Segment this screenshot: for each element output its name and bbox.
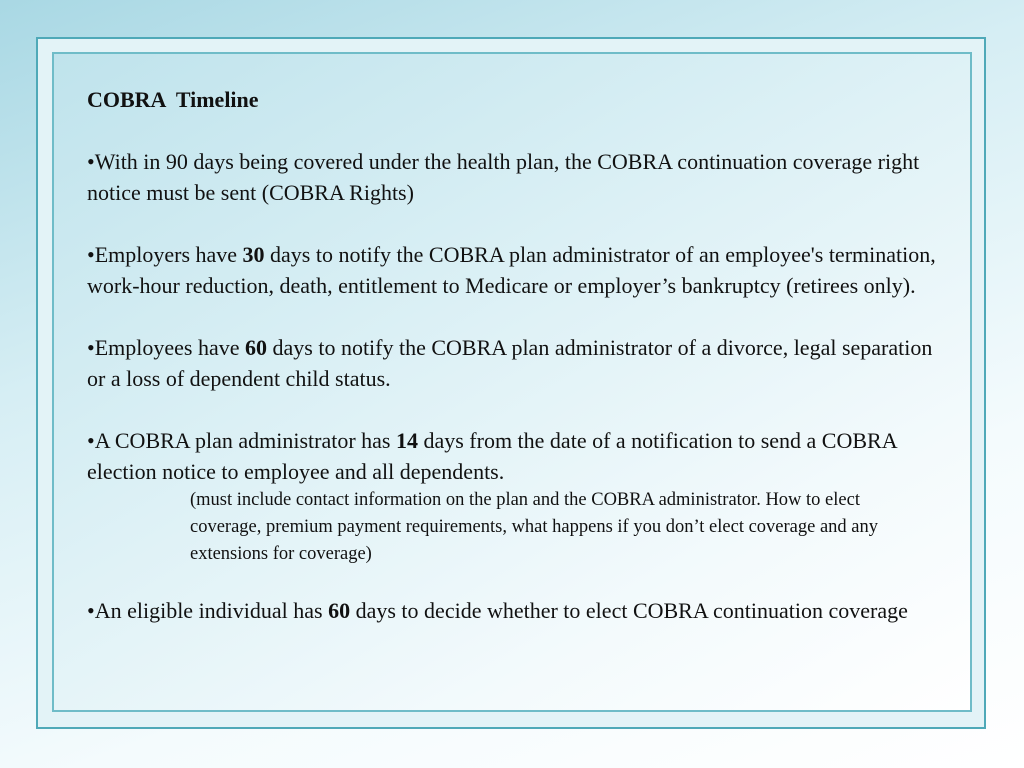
election-notice-note: (must include contact information on the plan and the COBRA administrator. How to elect coverage, premium payment requirements, what happens if you don’t elect coverage and any extensions for coverage) [190,490,879,564]
bullet-text-after: days to notify the COBRA plan administrator of an employee's termination, work-hour reduction, death, entitlement to Medicare or employer’s bankruptcy (retirees only). [87,242,936,298]
bullet-text-before: •Employers have [87,242,243,267]
bullet-coverage-notice: •With in 90 days being covered under the health plan, the COBRA continuation coverage right notice must be sent (COBRA Rights) [87,149,920,205]
bullet-days-value: 30 [242,242,265,267]
slide-title: COBRA Timeline [87,87,259,112]
bullet-text-after: days to notify the COBRA plan administrator of a divorce, legal separation or a loss of dependent child status. [87,335,933,391]
bullet-text-after: days to decide whether to elect COBRA continuation coverage [350,598,908,623]
bullet-employers-notice [87,239,937,301]
bullet-text-before: •An eligible individual has [87,598,329,623]
bullet-election-decision [87,595,937,626]
bullet-text-before: •Employees have [87,335,245,360]
bullet-text-before: •A COBRA plan administrator has [87,428,396,453]
bullet-employees-notice [87,332,937,394]
bullet-administrator-notice [87,425,937,487]
bullet-days-value: 60 [328,598,351,623]
slide-content [87,84,937,657]
bullet-text-after: days from the date of a notification to send a COBRA election notice to employee and all dependents. [87,428,897,484]
bullet-days-value: 14 [395,428,418,453]
bullet-days-value: 60 [245,335,267,360]
